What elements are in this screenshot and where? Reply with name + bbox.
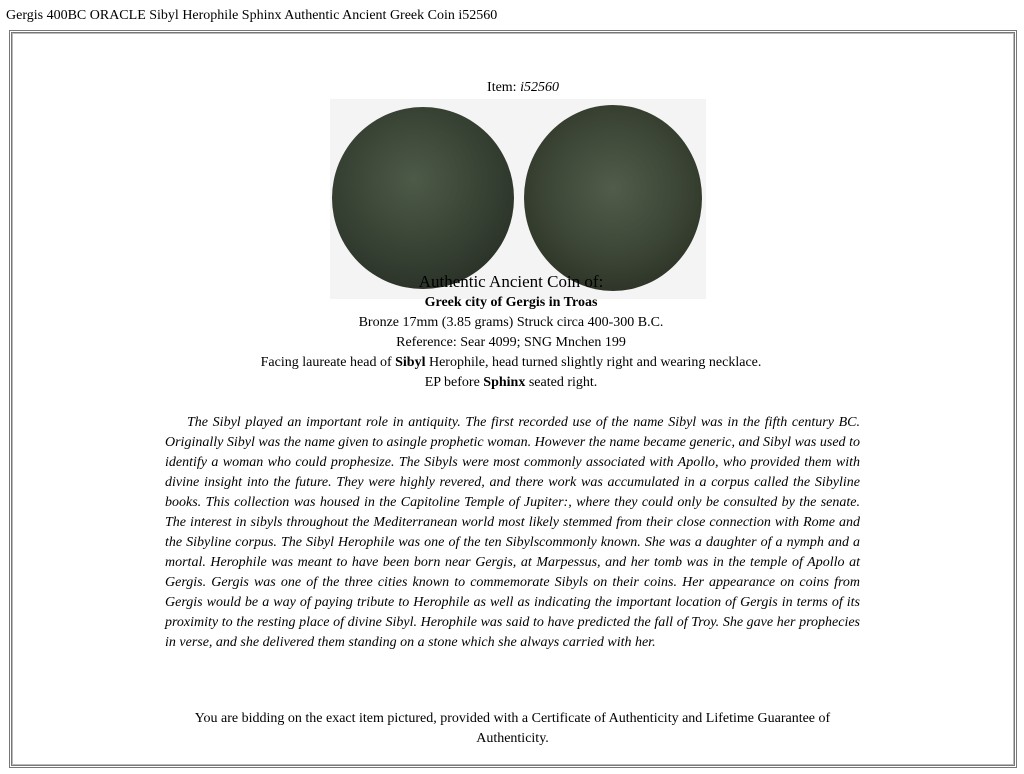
coin-obverse-image bbox=[332, 107, 514, 289]
info-city: Greek city of Gergis in Troas bbox=[424, 295, 598, 310]
obverse-bold: Sibyl bbox=[395, 355, 426, 370]
reverse-text-end: seated right. bbox=[525, 375, 598, 390]
item-number bbox=[12, 80, 1024, 96]
info-heading: Authentic Ancient Coin of: bbox=[418, 272, 604, 291]
info-reference: Reference: Sear 4099; SNG Mnchen 199 bbox=[396, 335, 626, 350]
coin-reverse-image bbox=[524, 105, 702, 291]
item-label: Item: bbox=[487, 80, 521, 95]
coin-image bbox=[330, 99, 706, 299]
info-obverse bbox=[0, 353, 1022, 373]
info-specs: Bronze 17mm (3.85 grams) Struck circa 400-300 B.C. bbox=[358, 315, 664, 330]
description-paragraph: The Sibyl played an important role in antiquity. The first recorded use of the name Sibyl was in the fifth century BC. Originally Sibyl was the name given to asingle prophetic woman. However the name became generic, and Sibyl was used to identify a woman who could prophesize. The Sibyls were most commonly associated with Apollo, who provided them with divine insight into the future. They were highly revered, and there work was accumulated in a corpus called the Sibyline books. This collection was housed in the Capitoline Temple of Jupiter:, where they could only be consulted by the senate. The interest in sibyls throughout the Mediterranean world most likely stemmed from their close connection with Rome and the Sibyline corpus. The Sibyl Herophile was one of the ten Sibylscommonly known. She was a daughter of a nymph and a mortal. Herophile was meant to have been born near Gergis, at Marpessus, and her tomb was in the temple of Apollo at Gergis. Gergis was one of the three cities known to commemorate Sibyls on their coins. Her appearance on coins from Gergis would be a way of paying tribute to Herophile as well as indicating the important location of Gergis in terms of its proximity to the resting place of divine Sibyl. Herophile was said to have predicted the fall of Troy. She gave her prophecies in verse, and she delivered them standing on a stone which she always carried with her. bbox=[165, 415, 860, 650]
info-reverse bbox=[0, 373, 1022, 393]
page-title: Gergis 400BC ORACLE Sibyl Herophile Sphinx Authentic Ancient Greek Coin i52560 bbox=[6, 8, 498, 23]
obverse-text-end: Herophile, head turned slightly right and wearing necklace. bbox=[425, 355, 762, 370]
item-id: i52560 bbox=[520, 80, 559, 95]
listing-frame bbox=[9, 30, 1017, 768]
obverse-text: Facing laureate head of bbox=[260, 355, 396, 370]
footer-guarantee: You are bidding on the exact item pictured, provided with a Certificate of Authenticity and Lifetime Guarantee of Authenticity. bbox=[194, 711, 831, 746]
reverse-text: EP before bbox=[424, 375, 484, 390]
reverse-bold: Sphinx bbox=[483, 375, 526, 390]
coin-info bbox=[0, 271, 1022, 393]
